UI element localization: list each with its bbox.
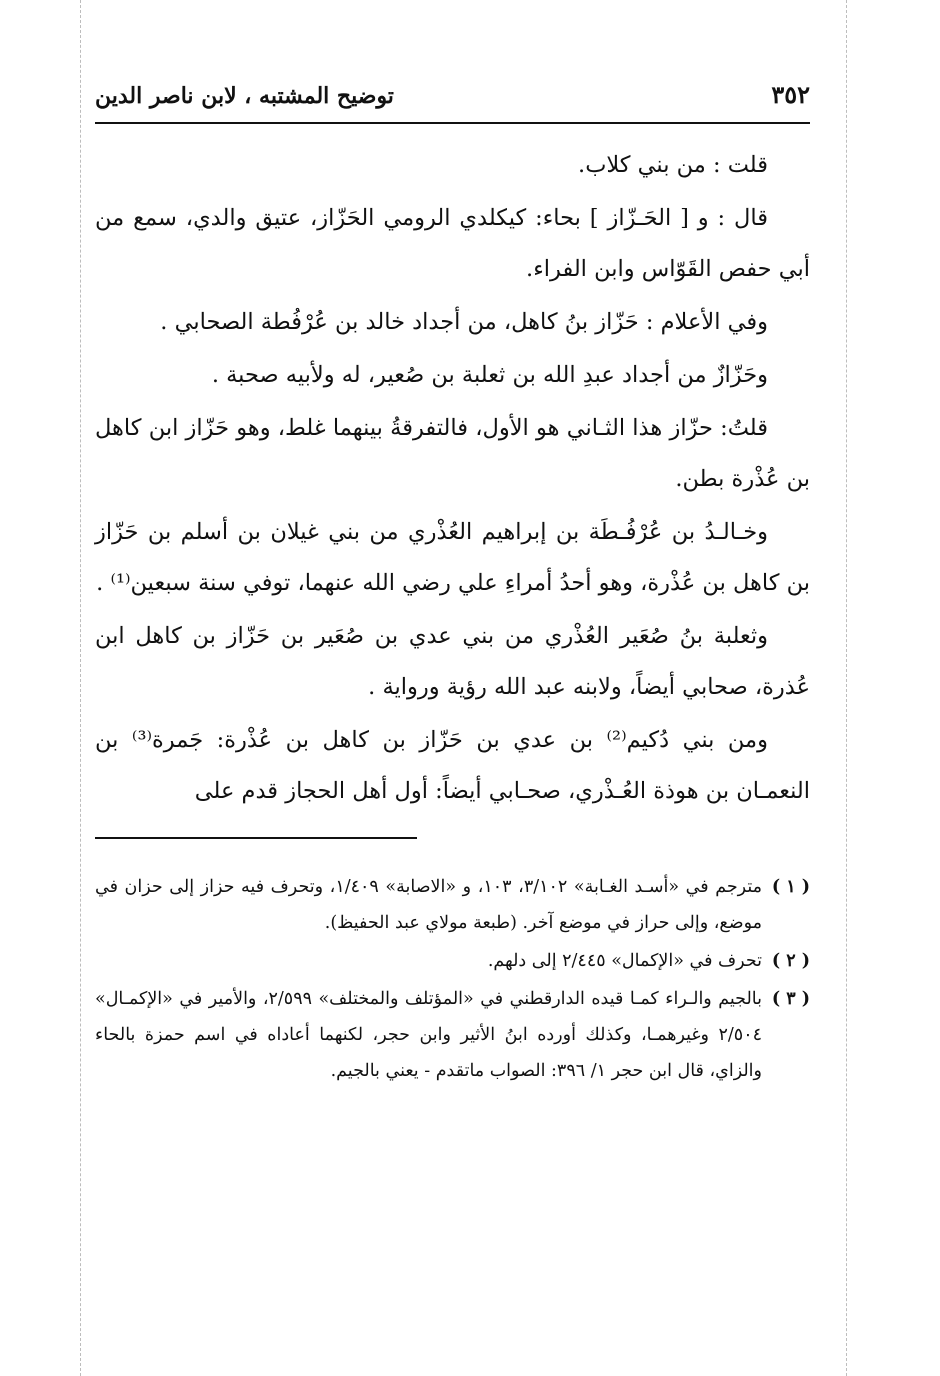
footnote-number: ( ٢ ) xyxy=(771,951,810,971)
page-header xyxy=(95,80,810,124)
main-text xyxy=(95,140,810,817)
footnote xyxy=(95,981,810,1089)
footnote-text: بالجيم والـراء كمـا قيده الدارقطني في «المؤتلف والمختلف» ٢/٥٩٩، والأمير في «الإكمـال» ٢/٥٠٤ وغيرهمـا، وكذلك أورده ابنُ الأثير وابن حجر، لكنهما أعاداه في اسم حمزة بالحاء والزاي، قال ابن حجر ١/ ٣٩٦: الصواب ماتقدم - يعني بالجيم. xyxy=(95,989,762,1081)
scan-edge-left xyxy=(80,0,81,1376)
footnote-number: ( ١ ) xyxy=(771,877,810,897)
paragraph: وفي الأعلام : حَزّاز بنُ كاهل، من أجداد خالد بن عُرْفُطة الصحابي . xyxy=(160,309,768,335)
footnote-text: تحرف في «الإكمال» ٢/٤٤٥ إلى دلهم. xyxy=(487,951,762,971)
page-number: ٣٥٢ xyxy=(771,80,810,109)
footnote-divider xyxy=(95,837,417,839)
paragraph: وحَزّازٌ من أجداد عبدِ الله بن ثعلبة بن صُعير، له ولأبيه صحبة . xyxy=(211,362,768,388)
footnotes xyxy=(95,869,810,1089)
paragraph: وثعلبة بنُ صُعَير العُذْري من بني عدي بن صُعَير بن حَزّاز بن كاهل ابن عُذرة، صحابي أيضاً، ولابنه عبد الله رؤية ورواية . xyxy=(95,623,810,700)
scan-edge-right xyxy=(846,0,847,1376)
footnote-text: مترجم في «أسـد الغـابة» ٣/١٠٢، ١٠٣، و «الاصابة» ١/٤٠٩، وتحرف فيه حزاز إلى حزان في موضع، وإلى حراز في موضع آخر. (طبعة مولاي عبد الحفيظ). xyxy=(95,877,762,933)
paragraph: قلتُ: حزّاز هذا الثـاني هو الأول، فالتفرقةُ بينهما غلط، وهو حَزّاز ابن كاهل بن عُذْرة بطن. xyxy=(95,415,810,492)
footnote-number: ( ٣ ) xyxy=(771,989,810,1009)
running-title: توضيح المشتبه ، لابن ناصر الدين xyxy=(95,83,394,109)
footnote xyxy=(95,943,810,979)
book-page xyxy=(95,80,810,1091)
footnote xyxy=(95,869,810,941)
paragraph: قال : و [ الحَـزّاز ] بحاء: كيكلدي الرومي الحَزّاز، عتيق والدي، سمع من أبي حفص القَوّاس وابن الفراء. xyxy=(95,205,810,282)
paragraph: وخـالـدُ بن عُرْفُـطَة بن إبراهيم العُذْري من بني غيلان بن أسلم بن حَزّاز بن كاهل بن عُذْرة، وهو أحدُ أمراءِ علي رضي الله عنهما، توفي سنة سبعين⁽¹⁾ . xyxy=(95,519,810,596)
paragraph: قلت : من بني كلاب. xyxy=(578,152,768,178)
paragraph: ومن بني دُكيم⁽²⁾ بن عدي بن حَزّاز بن كاهل بن عُذْرة: جَمرة⁽³⁾ بن النعمـان بن هوذة العُـذْري، صحـابي أيضاً: أول أهل الحجاز قدم على xyxy=(95,727,810,804)
